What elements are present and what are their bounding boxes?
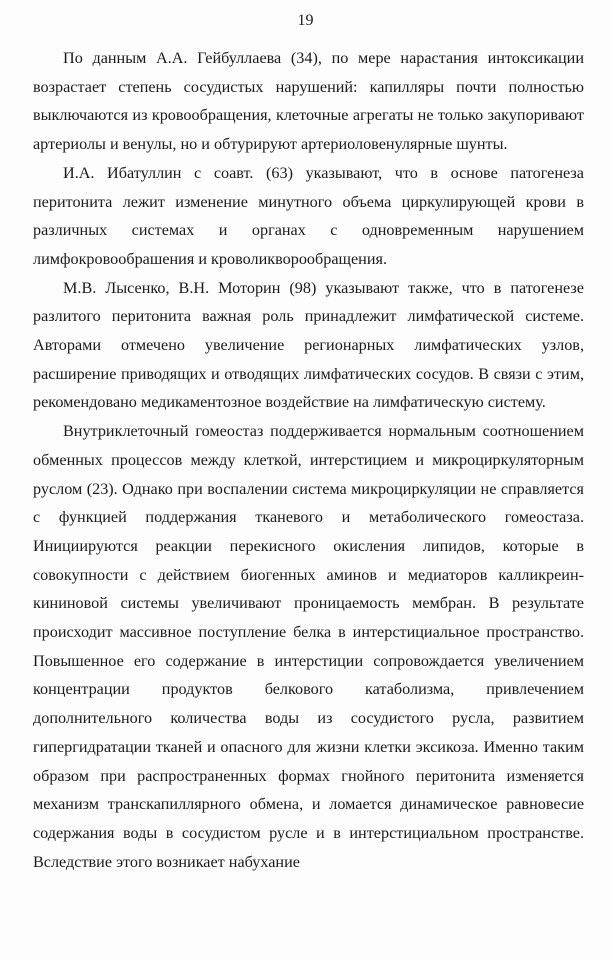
text-body — [33, 44, 584, 876]
paragraph-3: М.В. Лысенко, В.Н. Моторин (98) указывают также, что в патогенезе разлитого перитонита важная роль принадлежит лимфатической системе. Авторами отмечено увеличение регионарных лимфатических узлов, расширение приводящих и отводящих лимфатических сосудов. В связи с этим, рекомендовано медикаментозное воздействие на лимфатическую систему. — [33, 278, 584, 412]
paragraph-4: Внутриклеточный гомеостаз поддерживается нормальным соотношением обменных процессов между клеткой, интерстицием и микроциркуляторным руслом (23). Однако при воспалении система микроциркуляции не справляется с функцией поддержания тканевого и метаболического гомеостаза. Инициируются реакции перекисного окисления липидов, которые в совокупности с действием биогенных аминов и медиаторов калликреин-кининовой системы увеличивают проницаемость мембран. В результате происходит массивное поступление белка в интерстициальное пространство. Повышенное его содержание в интерстиции сопровождается увеличением концентрации продуктов белкового катаболизма, привлечением дополнительного количества воды из сосудистого русла, развитием гипергидратации тканей и опасного для жизни клетки эксикоза. Именно таким образом при распространенных формах гнойного перитонита изменяется механизм транскапиллярного обмена, и ломается динамическое равновесие содержания воды в сосудистом русле и в интерстициальном пространстве. Вследствие этого возникает набухание — [33, 422, 584, 871]
page-number: 19 — [297, 12, 314, 29]
paragraph-2: И.А. Ибатуллин с соавт. (63) указывают, что в основе патогенеза перитонита лежит изменение минутного объема циркулирующей крови в различных системах и органах с одновременным нарушением лимфокровообрашения и кроволикворообращения. — [33, 163, 584, 268]
paragraph-1: По данным А.А. Гейбуллаева (34), по мере нарастания интоксикации возрастает степень сосудистых нарушений: капилляры почти полностью выключаются из кровообращения, клеточные агрегаты не только закупоривают артериолы и венулы, но и обтурируют артериоловенулярные шунты. — [33, 49, 584, 154]
